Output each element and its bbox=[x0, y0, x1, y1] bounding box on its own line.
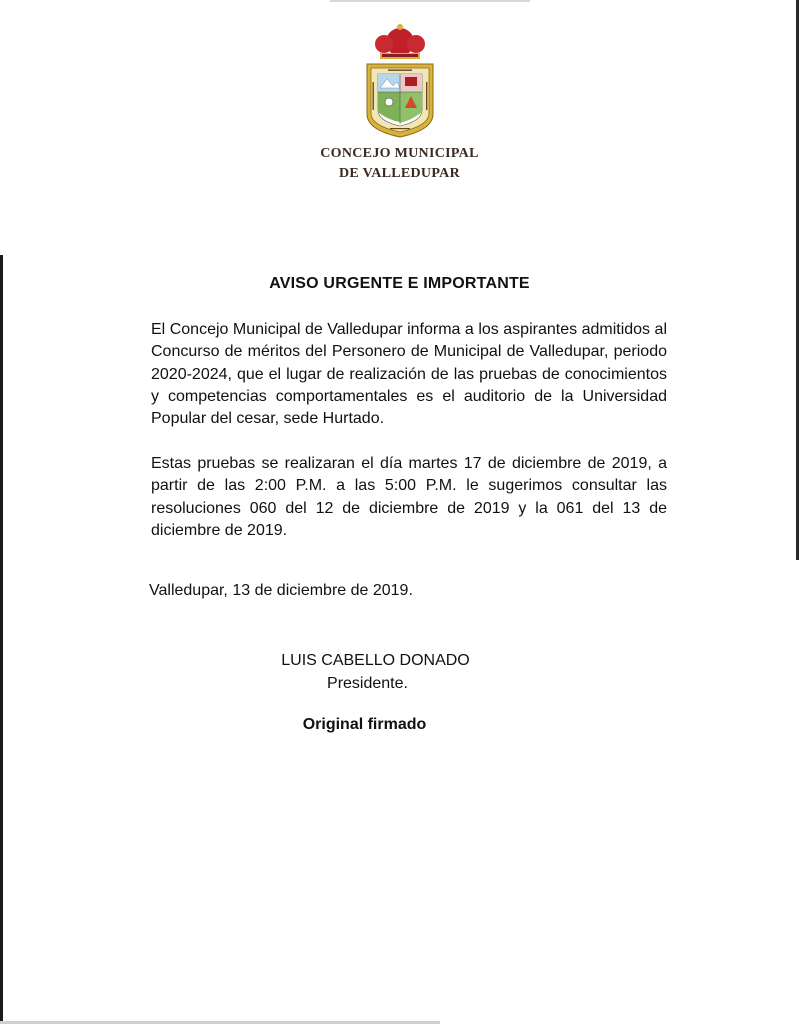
notice-title: AVISO URGENTE E IMPORTANTE bbox=[269, 275, 530, 292]
notice-paragraph-2: Estas pruebas se realizaran el día martes 17 de diciembre de 2019, a partir de las 2:00 P.M. a las 5:00 P.M. le sugerimos consultar las resoluciones 060 del 12 de diciembre de 2019 y la 061 del 13 de diciembre de 2019. bbox=[151, 455, 667, 539]
notice-paragraph-1: El Concejo Municipal de Valledupar informa a los aspirantes admitidos al Concurso de méritos del Personero de Municipal de Valledupar, periodo 2020-2024, que el lugar de realización de las pruebas de conocimientos y competencias comportamentales es el auditorio de la Universidad Popular del cesar, sede Hurtado. bbox=[151, 321, 667, 428]
place-date-line: Valledupar, 13 de diciembre de 2019. bbox=[149, 582, 413, 599]
org-name-line1: CONCEJO MUNICIPAL bbox=[320, 146, 479, 161]
org-name-line2: DE VALLEDUPAR bbox=[339, 166, 460, 181]
signer-role: Presidente. bbox=[327, 675, 408, 692]
coat-of-arms-seal bbox=[360, 22, 440, 140]
scan-left-edge bbox=[0, 255, 3, 1024]
signer-name: LUIS CABELLO DONADO bbox=[281, 652, 470, 669]
letterhead bbox=[0, 22, 799, 184]
signature-status: Original firmado bbox=[302, 716, 427, 733]
scan-top-artifact bbox=[330, 0, 530, 2]
